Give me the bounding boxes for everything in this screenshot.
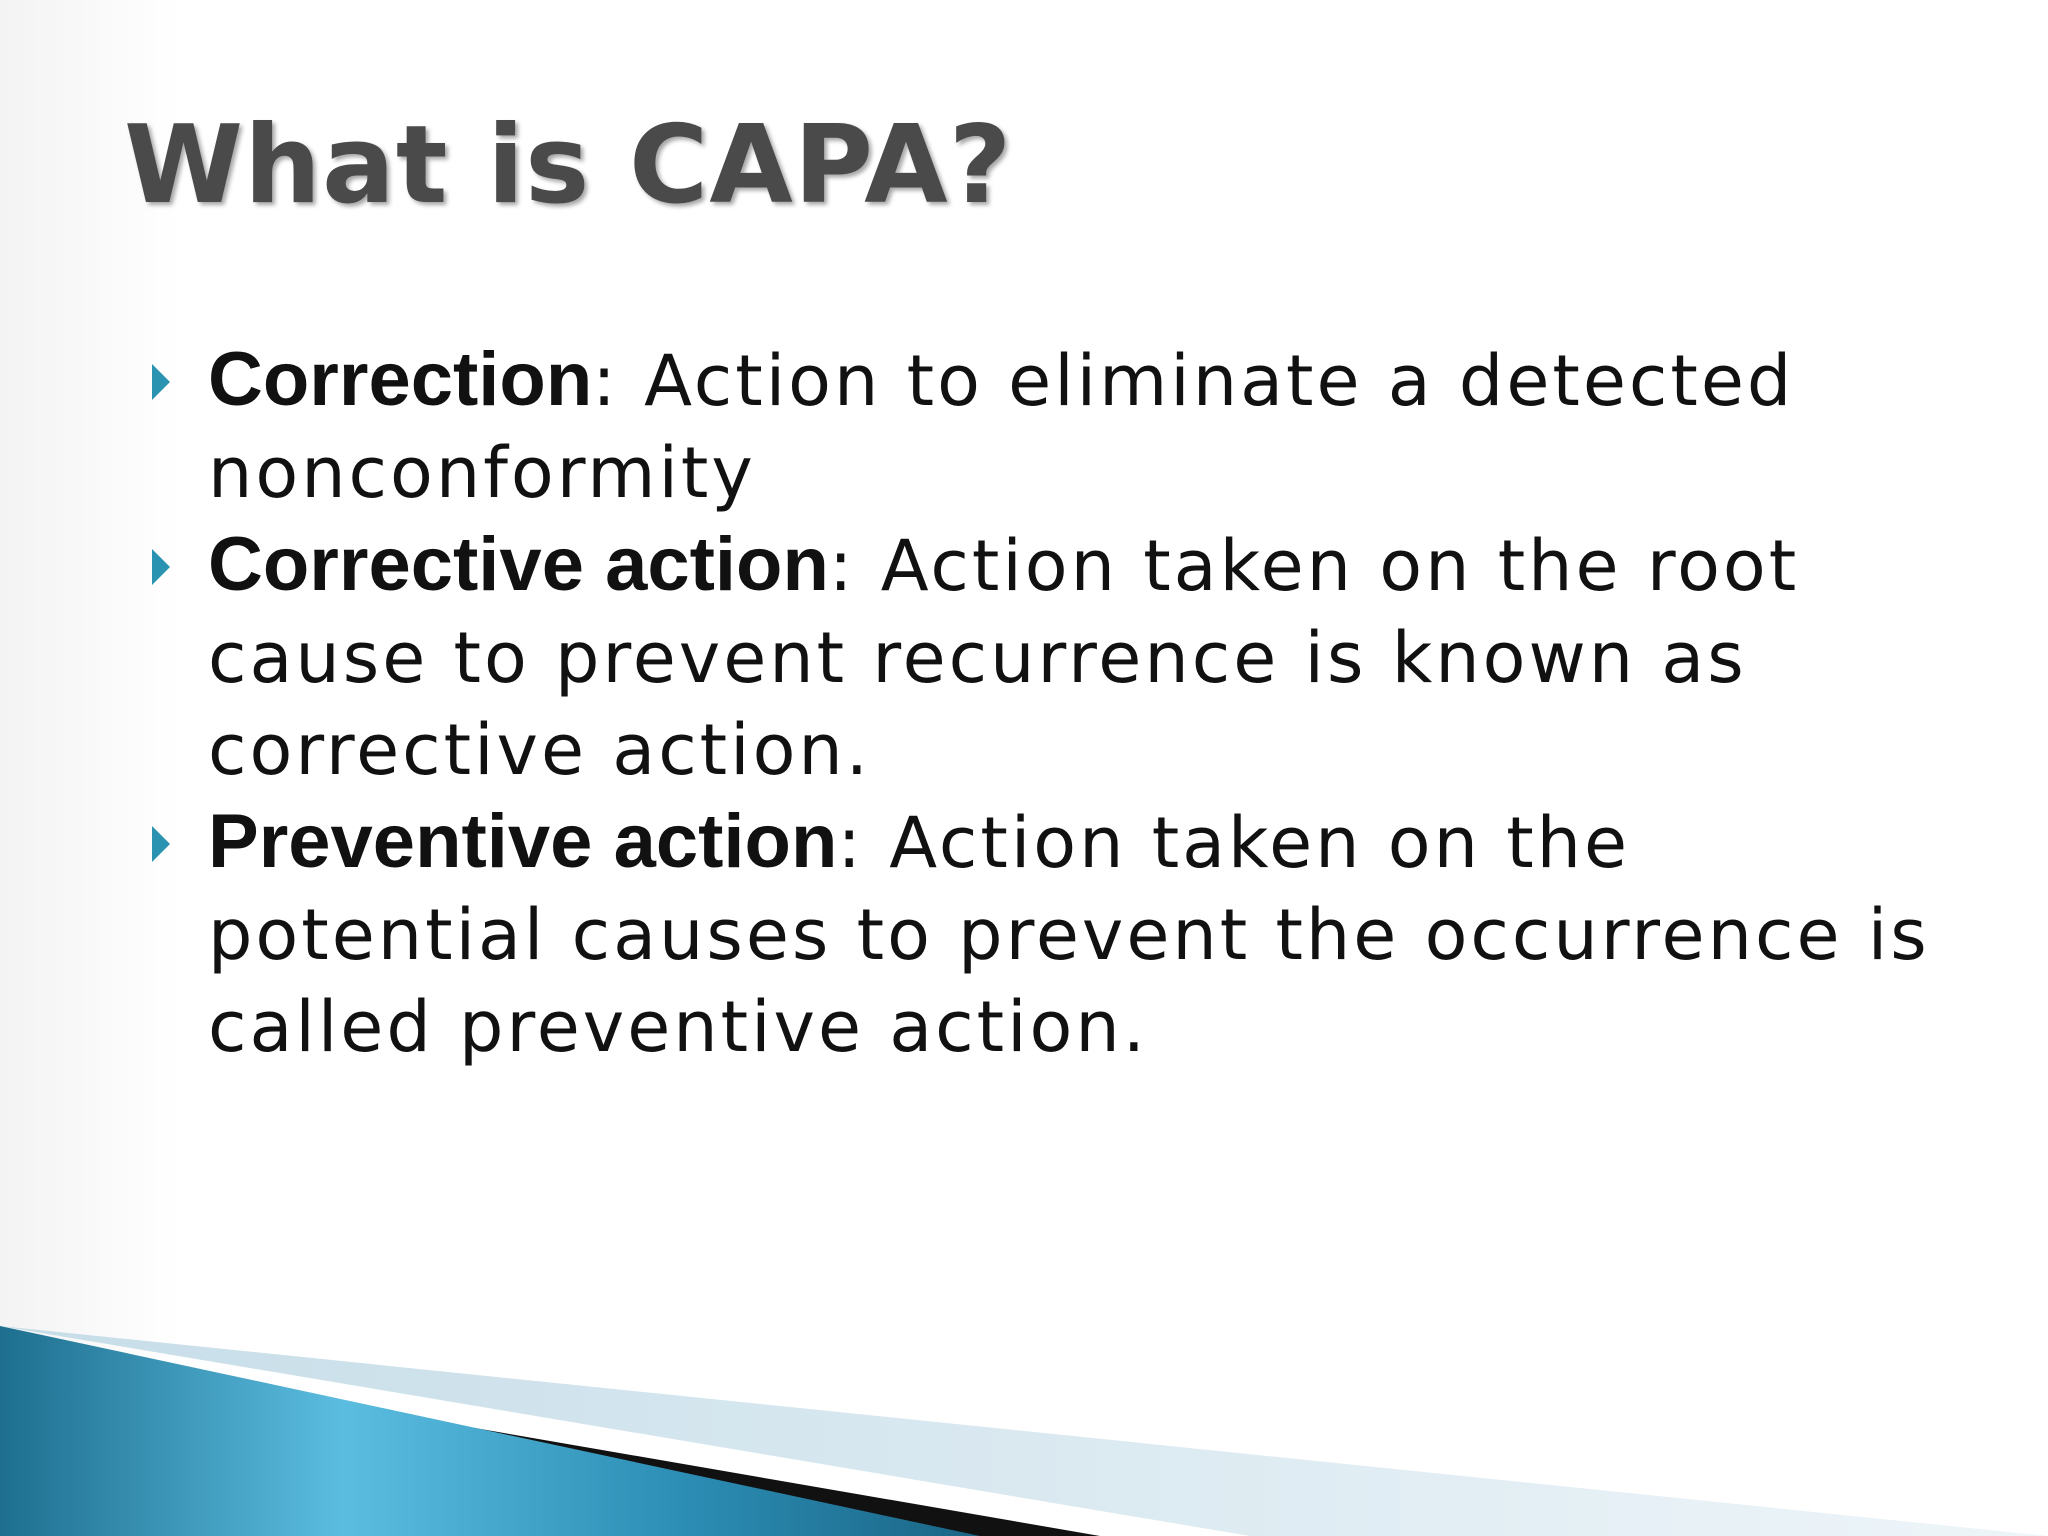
bullet-text: Action taken on the potential causes to prevent the occurrence is called preventive action. — [208, 802, 1930, 1068]
bullet-item-corrective-action — [140, 519, 1940, 796]
bullet-term: Corrective action — [208, 522, 829, 607]
slide-title: What is CAPA? — [124, 103, 1013, 228]
bullet-item-correction — [140, 334, 1940, 519]
bullet-separator: : — [828, 525, 856, 607]
bullet-item-preventive-action — [140, 796, 1940, 1073]
decorative-swoosh — [0, 1286, 2048, 1536]
bullet-text: Action taken on the root cause to prevent recurrence is known as corrective action. — [208, 525, 1800, 791]
bullet-text: Action to eliminate a detected nonconformity — [208, 340, 1795, 514]
bullet-list — [140, 334, 1940, 1073]
bullet-term: Preventive action — [208, 799, 838, 884]
triangle-bullet-icon — [152, 364, 170, 400]
bullet-separator: : — [837, 802, 864, 884]
triangle-bullet-icon — [152, 826, 170, 862]
bullet-term: Correction — [208, 337, 593, 422]
bullet-separator: : — [592, 340, 619, 422]
triangle-bullet-icon — [152, 549, 170, 585]
